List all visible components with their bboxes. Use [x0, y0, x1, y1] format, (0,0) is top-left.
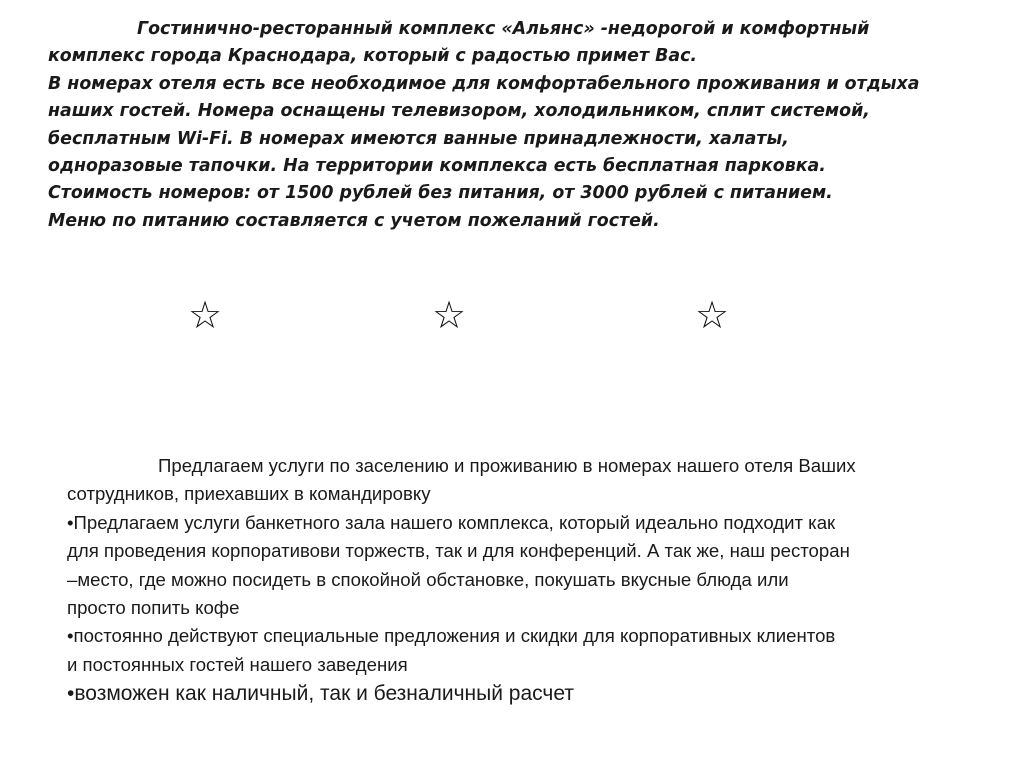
- intro-line: наших гостей. Номера оснащены телевизором, холодильником, сплит системой,: [48, 101, 870, 122]
- intro-line: Меню по питанию составляется с учетом пожеланий гостей.: [48, 210, 660, 231]
- offer-line: сотрудников, приехавших в командировку: [67, 483, 431, 505]
- intro-line: Гостинично-ресторанный комплекс «Альянс» -недорогой и комфортный: [137, 19, 870, 39]
- offer-line: Предлагаем услуги по заселению и проживанию в номерах нашего отеля Ваших: [158, 455, 856, 476]
- hotel-intro-text: [48, 16, 988, 235]
- intro-line: комплекс города Краснодара, который с радостью примет Вас.: [48, 46, 698, 67]
- offer-line: просто попить кофе: [67, 597, 240, 619]
- intro-line: одноразовые тапочки. На территории комплекса есть бесплатная парковка.: [48, 156, 826, 177]
- offer-line: •Предлагаем услуги банкетного зала нашего комплекса, который идеально подходит как: [67, 511, 836, 533]
- offer-line: •возможен как наличный, так и безналичный расчет: [67, 682, 574, 706]
- star-icon: ☆: [432, 293, 467, 337]
- offer-line: и постоянных гостей нашего заведения: [67, 653, 408, 675]
- star-icon: ☆: [188, 293, 223, 337]
- star-icon: ☆: [695, 293, 730, 337]
- intro-line: бесплатным Wi-Fi. В номерах имеются ванные принадлежности, халаты,: [48, 128, 789, 149]
- services-offer-text: [67, 452, 997, 709]
- offer-line: для проведения корпоративови торжеств, так и для конференций. А так же, наш ресторан: [67, 540, 850, 562]
- offer-line: •постоянно действуют специальные предложения и скидки для корпоративных клиентов: [67, 625, 836, 647]
- offer-line: –место, где можно посидеть в спокойной обстановке, покушать вкусные блюда или: [67, 568, 789, 590]
- intro-line: Стоимость номеров: от 1500 рублей без питания, от 3000 рублей с питанием.: [48, 183, 833, 204]
- intro-line: В номерах отеля есть все необходимое для комфортабельного проживания и отдыха: [48, 73, 920, 94]
- stars-row: [0, 290, 1024, 350]
